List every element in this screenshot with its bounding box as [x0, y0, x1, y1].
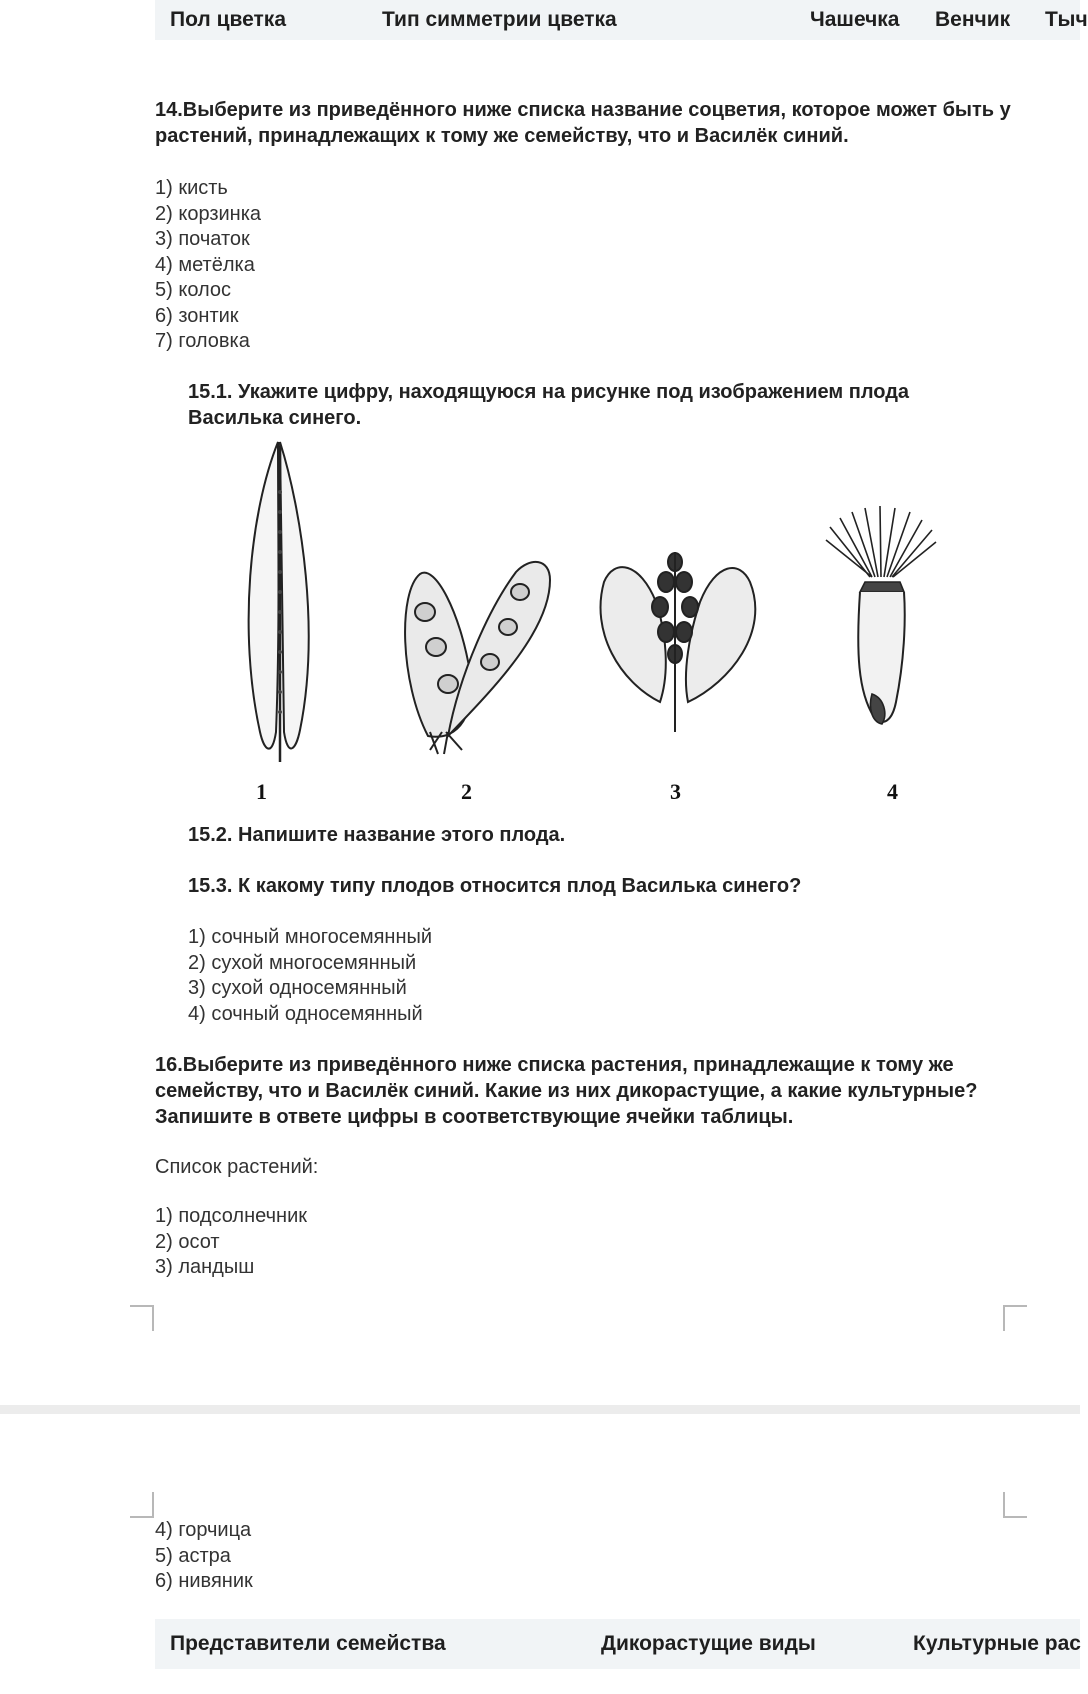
fruits-illustration: [220, 432, 1040, 772]
column-header-corolla: Венчик: [935, 8, 1011, 31]
fruits-figure: [220, 432, 1040, 812]
figure-label-4: 4: [887, 779, 898, 804]
page-corner-mark: [1003, 1492, 1027, 1518]
column-header-representatives: Представители семейства: [170, 1632, 446, 1655]
plant-item: 5) астра: [155, 1544, 231, 1567]
page-corner-mark: [130, 1492, 154, 1518]
plant-list-label: Список растений:: [155, 1156, 319, 1178]
column-header-cultivated: Культурные рас: [913, 1632, 1081, 1655]
plant-item: 6) нивяник: [155, 1570, 253, 1592]
question-16-title: 16.Выберите из приведённого ниже списка растения, принадлежащие к тому же семейству, что и Василёк синий. Какие из них дикорастущие, а какие культурные? Запишите в ответе цифры в соответствующие ячейки таблицы.: [155, 1054, 978, 1128]
answer-table-header: [155, 1619, 1080, 1669]
page-corner-mark: [1003, 1305, 1027, 1331]
question-15-3-text: 15.3. К какому типу плодов относится плод Василька синего?: [188, 875, 802, 897]
question-15-2-text: 15.2. Напишите название этого плода.: [188, 824, 566, 846]
option-item: 4) сочный односемянный: [188, 1002, 423, 1025]
option-item: 7) головка: [155, 330, 250, 352]
option-item: 1) кисть: [155, 177, 228, 199]
column-header-stamens: Тыч: [1045, 8, 1088, 31]
column-header-sex: Пол цветка: [170, 8, 286, 31]
figure-label-1: 1: [256, 779, 267, 804]
column-header-calyx: Чашечка: [810, 8, 900, 31]
plant-item: 3) ландыш: [155, 1256, 255, 1278]
option-item: 6) зонтик: [155, 304, 239, 327]
page-corner-mark: [130, 1305, 154, 1331]
option-item: 3) початок: [155, 228, 250, 250]
plant-list-part-1: [155, 1204, 307, 1281]
figure-label-2: 2: [461, 779, 472, 804]
figure-label-3: 3: [670, 779, 681, 804]
page-separator: [0, 1405, 1080, 1414]
fruit-1-pod-drawing: [249, 442, 309, 762]
plant-item: 2) осот: [155, 1230, 220, 1253]
option-item: 5) колос: [155, 279, 232, 301]
option-item: 3) сухой односемянный: [188, 977, 407, 999]
fruit-2-legume-drawing: [405, 562, 550, 754]
question-14-title: 14.Выберите из приведённого ниже списка название соцветия, которое может быть у растений, принадлежащих к тому же семейству, что и Василёк синий.: [155, 99, 1011, 147]
question-15-1-text: 15.1. Укажите цифру, находящуюся на рисунке под изображением плода Василька синего.: [188, 381, 910, 429]
column-header-wild: Дикорастущие виды: [601, 1632, 816, 1655]
plant-item: 1) подсолнечник: [155, 1205, 307, 1227]
option-item: 2) сухой многосемянный: [188, 951, 417, 974]
column-header-symmetry: Тип симметрии цветка: [382, 8, 617, 31]
question-15-3-options: [188, 925, 432, 1027]
option-item: 4) метёлка: [155, 253, 255, 276]
document-page-2: [0, 1414, 1080, 1694]
option-item: 1) сочный многосемянный: [188, 926, 433, 948]
flower-table-header: [155, 0, 1088, 40]
fruit-3-capsule-drawing: [601, 552, 756, 732]
plant-item: 4) горчица: [155, 1519, 252, 1541]
question-14-options: [155, 176, 261, 355]
option-item: 2) корзинка: [155, 202, 262, 225]
plant-list-part-2: [155, 1518, 253, 1595]
fruit-4-achene-drawing: [826, 506, 936, 724]
